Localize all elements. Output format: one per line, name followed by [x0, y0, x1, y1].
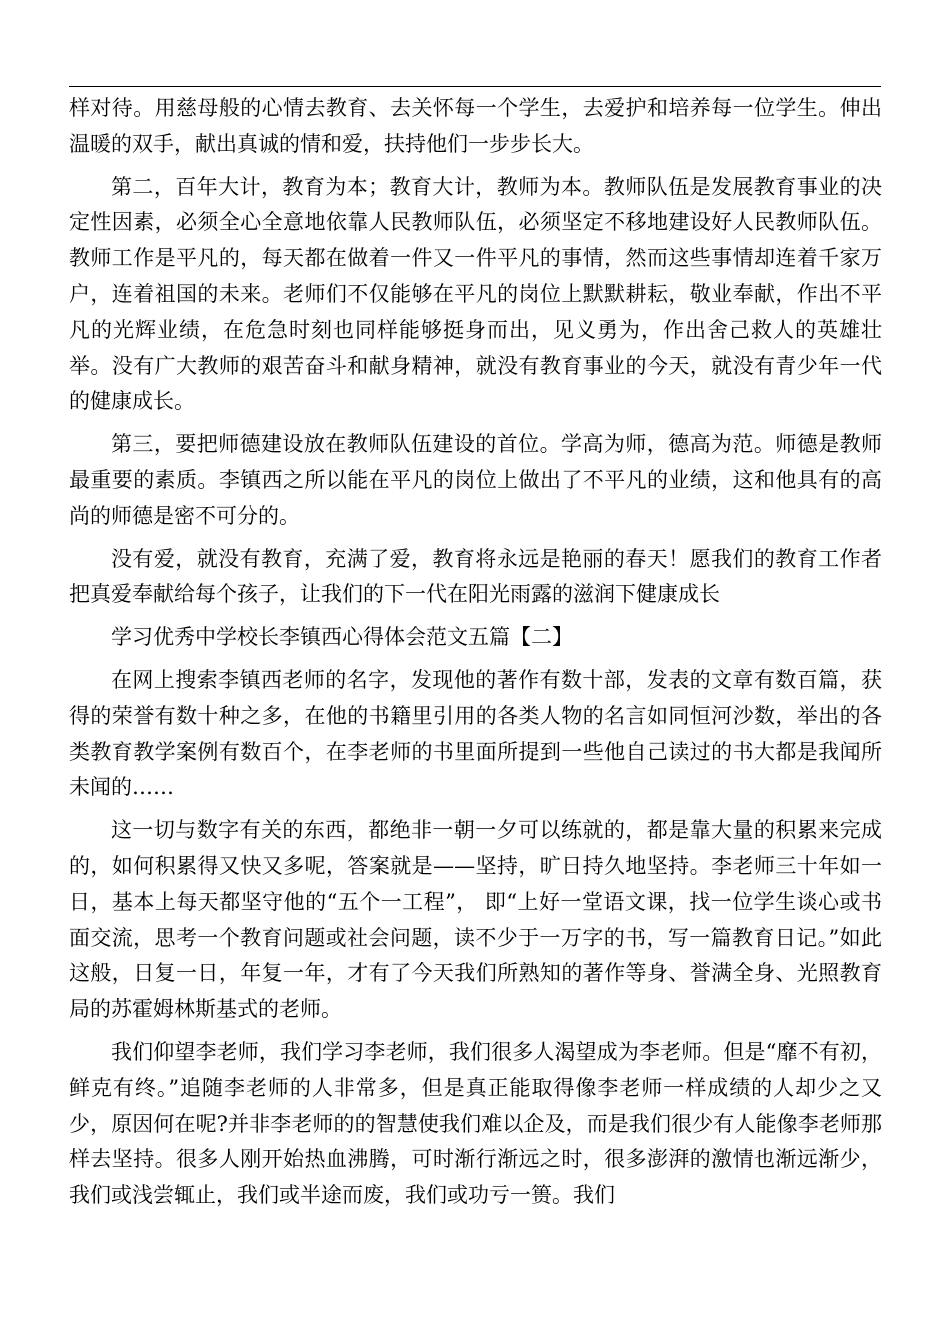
document-body [69, 91, 882, 1221]
paragraph-conclusion: 没有爱，就没有教育，充满了爱，教育将永远是艳丽的春天！愿我们的教育工作者把真爱奉献给每个孩子，让我们的下一代在阳光雨露的滋润下健康成长 [69, 546, 882, 607]
paragraph-admiration: 我们仰望李老师，我们学习李老师，我们很多人渴望成为李老师。但是“靡不有初，鲜克有终。”追随李老师的人非常多，但是真正能取得像李老师一样成绩的人却少之又少，原因何在呢?并非李老师的的智慧使我们难以企及，而是我们很少有人能像李老师那样去坚持。很多人刚开始热血沸腾，可时渐行渐远之时，很多澎湃的激情也渐远渐少，我们或浅尝辄止，我们或半途而废，我们或功亏一篑。我们 [69, 1039, 882, 1208]
section-heading: 学习优秀中学校长李镇西心得体会范文五篇【二】 [111, 625, 573, 650]
paragraph-second-point: 第二，百年大计，教育为本；教育大计，教师为本。教师队伍是发展教育事业的决定性因素，必须全心全意地依靠人民教师队伍，必须坚定不移地建设好人民教师队伍。教师工作是平凡的，每天都在做着一件又一件平凡的事情，然而这些事情却连着千家万户，连着祖国的未来。老师们不仅能够在平凡的岗位上默默耕耘，敬业奉献，作出不平凡的光辉业绩，在危急时刻也同样能够挺身而出，见义勇为，作出舍己救人的英雄壮举。没有广大教师的艰苦奋斗和献身精神，就没有教育事业的今天，就没有青少年一代的健康成长。 [69, 174, 882, 414]
paragraph-continuation: 样对待。用慈母般的心情去教育、去关怀每一个学生，去爱护和培养每一位学生。伸出温暖的双手，献出真诚的情和爱，扶持他们一步步长大。 [69, 96, 882, 156]
header-rule [69, 86, 881, 87]
paragraph-persistence: 这一切与数字有关的东西，都绝非一朝一夕可以练就的，都是靠大量的积累来完成的，如何积累得又快又多呢，答案就是——坚持，旷日持久地坚持。李老师三十年如一日，基本上每天都坚守他的“五个一工程”， 即“上好一堂语文课，找一位学生谈心或书面交流，思考一个教育问题或社会问题，读不少于一万字的书，写一篇教育日记。”如此这般，日复一日，年复一年，才有了今天我们所熟知的著作等身、誉满全身、光照教育局的苏霍姆林斯基式的老师。 [69, 818, 882, 1022]
paragraph-search-intro: 在网上搜索李镇西老师的名字，发现他的著作有数十部，发表的文章有数百篇，获得的荣誉有数十种之多，在他的书籍里引用的各类人物的名言如同恒河沙数，举出的各类教育教学案例有数百个，在李老师的书里面所提到一些他自己读过的书大都是我闻所未闻的…… [69, 667, 882, 800]
paragraph-third-point: 第三，要把师德建设放在教师队伍建设的首位。学高为师，德高为范。师德是教师最重要的素质。李镇西之所以能在平凡的岗位上做出了不平凡的业绩，这和他具有的高尚的师德是密不可分的。 [69, 432, 882, 528]
